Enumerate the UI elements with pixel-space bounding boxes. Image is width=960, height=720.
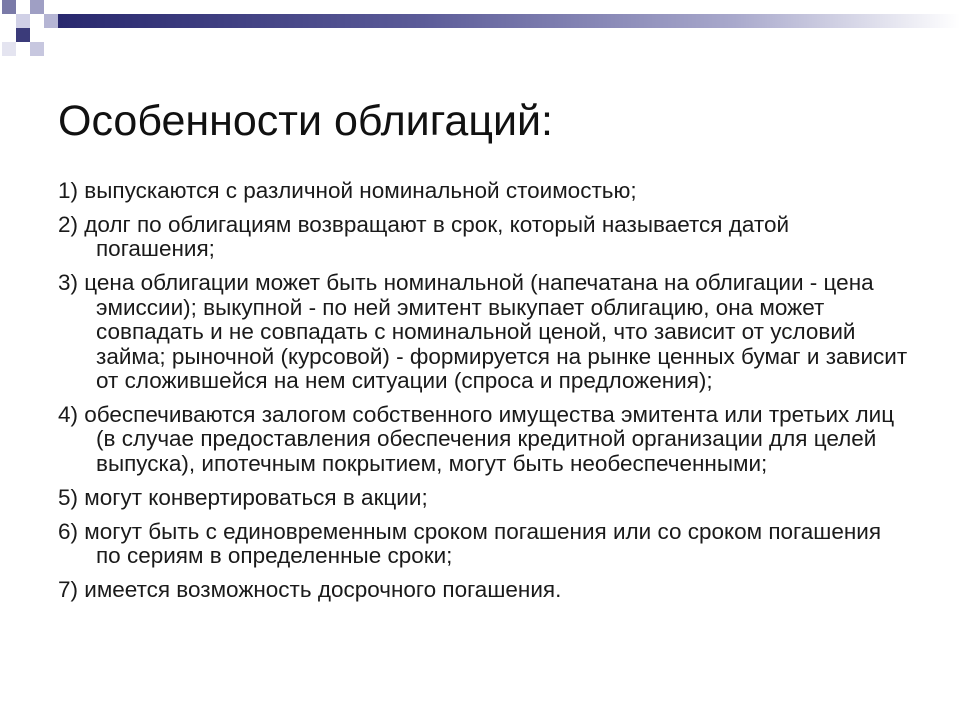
decor-square <box>16 28 30 42</box>
list-item-3: 3) цена облигации может быть номинальной (напечатана на облигации - цена эмиссии); выкупной - по ней эмитент выкупает облигацию, она может совпадать и не совпадать с номинальной ценой, что зависит от условий займа; рыночной (курсовой) - формируется на рынке ценных бумаг и зависит от сложившейся на нем ситуации (спроса и предложения); <box>58 270 908 394</box>
list-item-7: 7) имеется возможность досрочного погашения. <box>58 577 562 603</box>
corner-decoration <box>0 0 80 60</box>
list-item-5: 5) могут конвертироваться в акции; <box>58 484 428 510</box>
decor-square <box>2 42 16 56</box>
list-item-4: 4) обеспечиваются залогом собственного имущества эмитента или третьих лиц (в случае предоставления обеспечения кредитной организации для целей выпуска), ипотечным покрытием, могут быть необеспеченными; <box>58 402 895 476</box>
features-list <box>58 179 908 612</box>
slide-title: Особенности облигаций: <box>58 97 553 145</box>
list-item-1: 1) выпускаются с различной номинальной стоимостью; <box>58 178 637 203</box>
decor-square <box>2 0 16 14</box>
decor-square <box>30 0 44 14</box>
decor-square <box>16 14 30 28</box>
list-item-6: 6) могут быть с единовременным сроком погашения или со сроком погашения по сериям в определенные сроки; <box>58 518 882 569</box>
decor-square <box>30 42 44 56</box>
list-item-2: 2) долг по облигациям возвращают в срок, который называется датой погашения; <box>58 212 790 262</box>
header-gradient-bar <box>58 14 960 28</box>
decor-square <box>44 14 58 28</box>
